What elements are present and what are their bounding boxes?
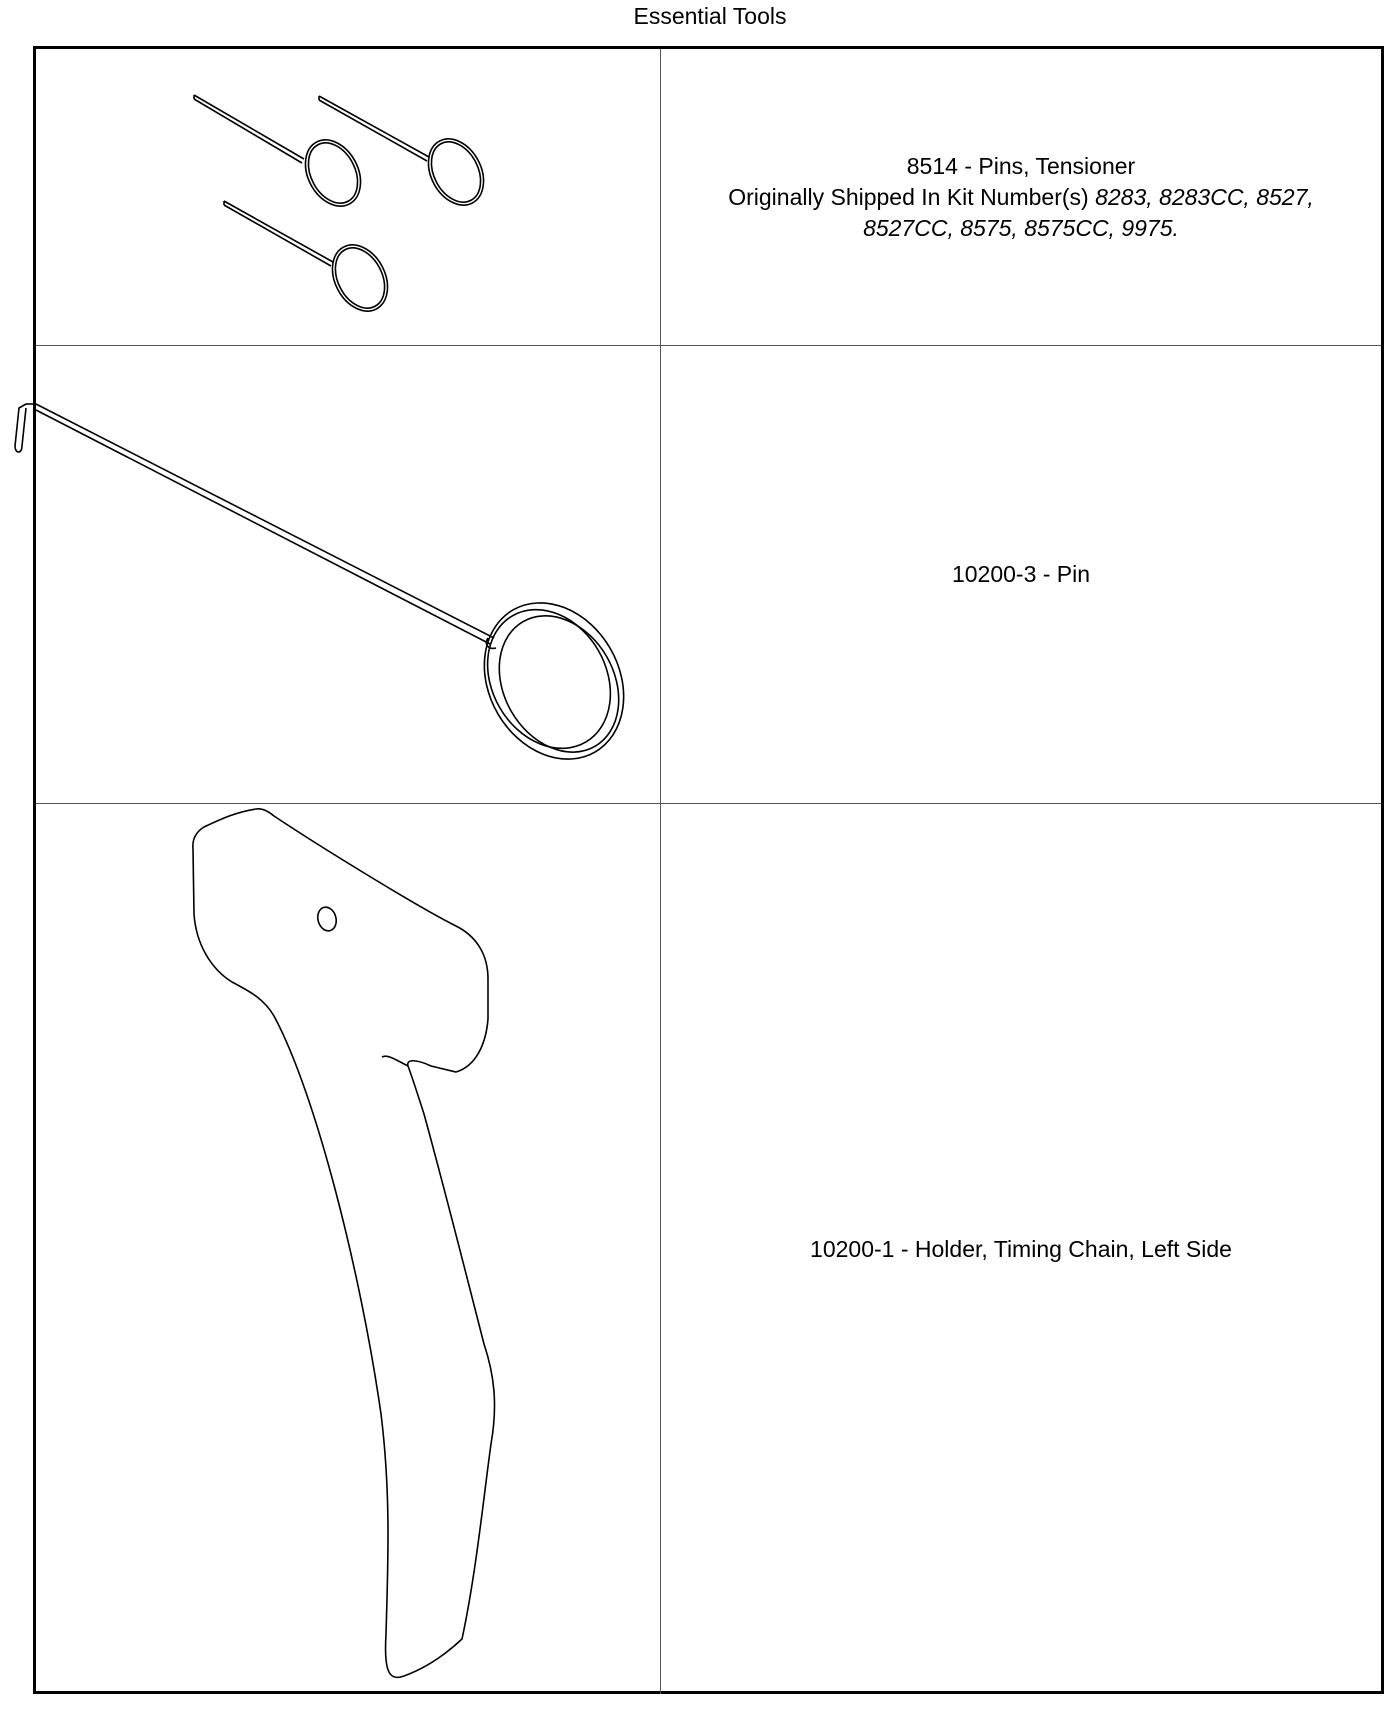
tool-image-cell [36,49,661,345]
tool-row-8514 [36,49,1381,346]
tools-table [33,46,1384,1694]
tensioner-pin-1 [194,95,372,216]
tool-image-cell [36,804,661,1694]
timing-chain-holder-illustration [36,804,661,1694]
holder-hole [315,905,339,933]
tensioner-pins-illustration [36,49,661,346]
pin-shaft [36,404,494,638]
pin-illustration [36,346,661,804]
tool-name: 10200-3 - Pin [951,561,1091,587]
page-title: Essential Tools [633,3,787,29]
holder-outline [193,809,495,1678]
kit-numbers-continued: 8527CC, 8575, 8575CC, 9975. [863,214,1179,241]
holder-notch [382,1056,408,1066]
kit-line [728,182,1314,213]
tool-description-cell [661,346,1381,803]
kit-prefix: Originally Shipped In Kit Number(s) [728,183,1089,210]
tool-description-cell [661,49,1381,345]
tool-name: 10200-1 - Holder, Timing Chain, Left Side [810,1235,1232,1262]
kit-numbers: 8283, 8283CC, 8527, [1095,183,1314,210]
tensioner-pin-3 [224,201,399,321]
tool-row-10200-1 [36,804,1381,1694]
tool-name: 8514 - Pins, Tensioner [906,152,1136,179]
pin-hook [15,404,26,452]
tensioner-pin-2 [319,96,495,215]
tool-description-cell [661,804,1381,1694]
pin-ring [457,577,652,784]
tool-row-10200-3 [36,346,1381,804]
tool-image-cell [36,346,661,803]
